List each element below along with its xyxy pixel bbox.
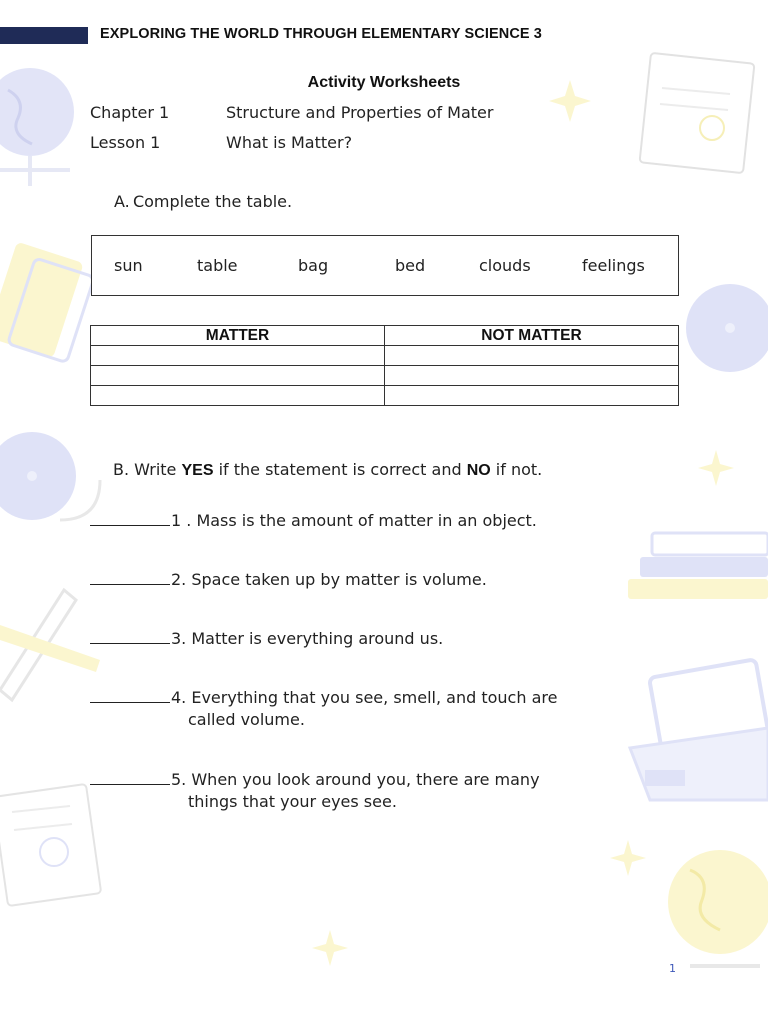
worksheet-title: Activity Worksheets [307, 74, 461, 91]
question-item [90, 628, 443, 650]
question-item [90, 569, 487, 591]
word-bank-item: feelings [582, 256, 645, 275]
word-bank-item: table [197, 256, 238, 275]
question-item [90, 769, 540, 813]
lesson-title: What is Matter? [226, 133, 353, 152]
matter-column-header: MATTER [91, 326, 385, 346]
answer-blank[interactable] [90, 687, 170, 703]
question-text-continued: called volume. [188, 710, 305, 729]
table-row [91, 386, 679, 406]
word-bank [91, 235, 679, 296]
yes-keyword: YES [181, 462, 214, 479]
word-bank-item: clouds [479, 256, 531, 275]
section-a-instruction: A. Complete the table. [114, 192, 293, 211]
answer-blank[interactable] [90, 769, 170, 785]
header-accent-bar [0, 27, 88, 44]
disc-icon [686, 284, 768, 372]
paper-icon-left [0, 784, 101, 906]
pencil-icon [0, 590, 100, 700]
question-text: 5. When you look around you, there are many [171, 770, 540, 789]
word-bank-item: bag [298, 256, 329, 275]
section-b-instruction [113, 460, 542, 480]
matter-cell[interactable] [91, 386, 385, 406]
table-row [91, 366, 679, 386]
word-bank-item: sun [114, 256, 143, 275]
books-icon [628, 533, 768, 599]
matter-cell[interactable] [91, 366, 385, 386]
answer-blank[interactable] [90, 510, 170, 526]
table-header-row [91, 326, 679, 346]
no-keyword: NO [466, 462, 491, 479]
instruction-text: if the statement is correct and [213, 460, 467, 479]
question-item [90, 510, 537, 532]
question-item [90, 687, 557, 731]
instruction-text: B. Write [113, 460, 182, 479]
page-number: 1 [669, 962, 676, 975]
not-matter-cell[interactable] [385, 346, 679, 366]
instruction-text: if not. [490, 460, 543, 479]
question-text: 3. Matter is everything around us. [171, 629, 444, 648]
table-row [91, 346, 679, 366]
disc-icon-left [0, 432, 100, 520]
matter-cell[interactable] [91, 346, 385, 366]
word-bank-item: bed [395, 256, 426, 275]
not-matter-column-header: NOT MATTER [385, 326, 679, 346]
book-title: EXPLORING THE WORLD THROUGH ELEMENTARY SCIENCE 3 [100, 26, 542, 42]
question-text-continued: things that your eyes see. [188, 792, 397, 811]
lesson-label: Lesson 1 [90, 133, 161, 152]
paper-icon [640, 53, 755, 173]
laptop-icon [630, 659, 768, 800]
question-text: 2. Space taken up by matter is volume. [171, 570, 487, 589]
globe-icon-bottom [668, 850, 768, 966]
matter-table [90, 325, 679, 406]
chapter-label: Chapter 1 [90, 103, 170, 122]
answer-blank[interactable] [90, 628, 170, 644]
not-matter-cell[interactable] [385, 386, 679, 406]
answer-blank[interactable] [90, 569, 170, 585]
chapter-title: Structure and Properties of Mater [226, 103, 494, 122]
question-text: 1 . Mass is the amount of matter in an object. [171, 511, 537, 530]
not-matter-cell[interactable] [385, 366, 679, 386]
notebook-icon [0, 242, 94, 363]
question-text: 4. Everything that you see, smell, and touch are [171, 688, 558, 707]
